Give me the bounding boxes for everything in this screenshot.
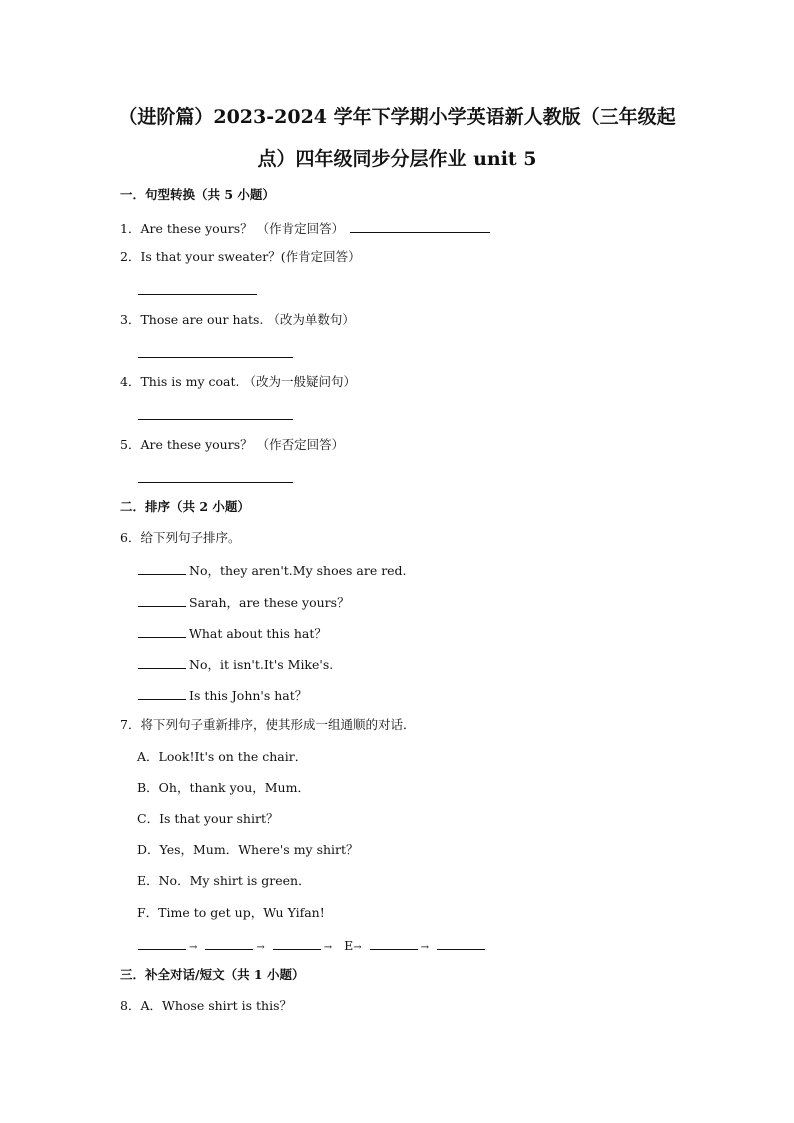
q6-order-blank[interactable]	[138, 657, 186, 669]
q7-order-blank[interactable]	[138, 938, 186, 950]
q7-order-blank[interactable]	[370, 938, 418, 950]
q6-order-blank[interactable]	[138, 688, 186, 700]
arrow-icon: →	[353, 942, 362, 953]
section-3-heading: 三．补全对话/短文（共 1 小题）	[120, 967, 305, 982]
q7-option-c: C．Is that your shirt？	[137, 811, 279, 826]
q6-item-text: No，they aren't.My shoes are red.	[189, 563, 407, 578]
q6-item-text: Sarah，are these yours？	[189, 595, 350, 610]
arrow-icon: →	[323, 942, 333, 953]
q7-given-answer: E	[344, 938, 354, 953]
question-4-text: 4．This is my coat. （改为一般疑问句）	[120, 374, 356, 389]
answer-blank-4[interactable]	[138, 419, 293, 420]
title-line-1: （进阶篇）2023-2024 学年下学期小学英语新人教版（三年级起	[118, 106, 676, 128]
q7-order-blank[interactable]	[205, 938, 253, 950]
answer-blank-2[interactable]	[138, 294, 257, 295]
q7-order-blank[interactable]	[437, 938, 485, 950]
q7-option-f: F．Time to get up，Wu Yifan!	[137, 905, 325, 920]
section-2-heading: 二．排序（共 2 小题）	[120, 499, 250, 514]
q6-item	[138, 563, 407, 578]
q6-order-blank[interactable]	[138, 595, 186, 607]
arrow-icon: →	[189, 942, 198, 953]
answer-blank-3[interactable]	[138, 357, 293, 358]
q7-answer-chain	[138, 938, 488, 953]
question-7-text: 7．将下列句子重新排序，使其形成一组通顺的对话．	[120, 717, 416, 732]
q7-option-e: E．No．My shirt is green．	[137, 873, 311, 888]
arrow-icon: →	[256, 942, 265, 953]
q6-item	[138, 657, 333, 672]
q6-item	[138, 688, 307, 703]
q7-order-blank[interactable]	[273, 938, 321, 950]
question-2-text: 2．Is that your sweater？(作肯定回答）	[120, 249, 361, 264]
q6-item	[138, 626, 327, 641]
answer-blank-5[interactable]	[138, 482, 293, 483]
question-5-text: 5．Are these yours？ （作否定回答）	[120, 437, 345, 452]
arrow-icon: →	[420, 942, 430, 953]
question-1-text: 1．Are these yours？ （作肯定回答）	[120, 221, 345, 236]
q6-order-blank[interactable]	[138, 626, 186, 638]
section-1-heading: 一．句型转换（共 5 小题）	[120, 187, 275, 202]
q7-option-b: B．Oh，thank you，Mum．	[137, 780, 310, 795]
question-6-text: 6．给下列句子排序。	[120, 530, 241, 545]
question-3-text: 3．Those are our hats. （改为单数句）	[120, 312, 355, 327]
title-line-2: 点）四年级同步分层作业 unit 5	[257, 148, 537, 170]
q6-item-text: No，it isn't.It's Mike's.	[189, 657, 334, 672]
q7-option-d: D．Yes，Mum．Where's my shirt？	[137, 842, 359, 857]
q6-item	[138, 595, 350, 610]
q7-option-a: A．Look!It's on the chair．	[137, 749, 308, 764]
answer-blank-1[interactable]	[350, 220, 490, 233]
question-8-text: 8．A．Whose shirt is this？	[120, 998, 292, 1013]
q6-item-text: What about this hat？	[189, 626, 327, 641]
q6-item-text: Is this John's hat？	[189, 688, 308, 703]
q6-order-blank[interactable]	[138, 563, 186, 575]
question-1	[120, 220, 490, 236]
